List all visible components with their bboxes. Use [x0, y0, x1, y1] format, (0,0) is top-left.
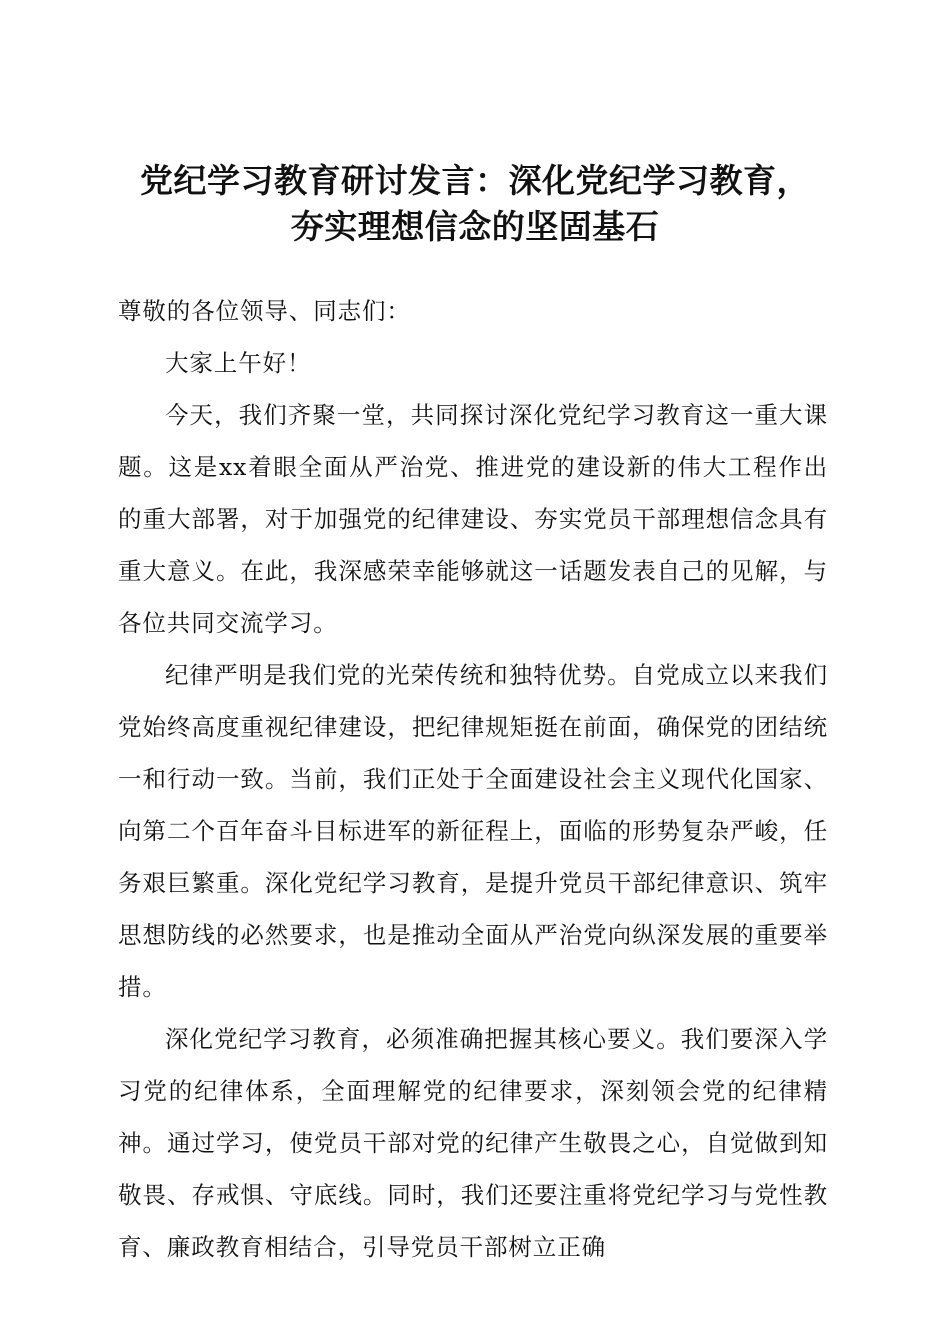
document-title [0, 158, 950, 250]
document-body [118, 285, 828, 1273]
paragraph-2: 纪律严明是我们党的光荣传统和独特优势。自党成立以来我们党始终高度重视纪律建设，把纪律规矩挺在前面，确保党的团结统一和行动一致。当前，我们正处于全面建设社会主义现代化国家、向第二个百年奋斗目标进军的新征程上，面临的形势复杂严峻，任务艰巨繁重。深化党纪学习教育，是提升党员干部纪律意识、筑牢思想防线的必然要求，也是推动全面从严治党向纵深发展的重要举措。 [118, 661, 828, 1001]
paragraph-3: 深化党纪学习教育，必须准确把握其核心要义。我们要深入学习党的纪律体系，全面理解党的纪律要求，深刻领会党的纪律精神。通过学习，使党员干部对党的纪律产生敬畏之心，自觉做到知敬畏、存戒惧、守底线。同时，我们还要注重将党纪学习与党性教育、廉政教育相结合，引导党员干部树立正确 [118, 1025, 828, 1261]
greeting: 大家上午好！ [165, 349, 312, 377]
title-line-1: 党纪学习教育研讨发言：深化党纪学习教育， [140, 161, 810, 201]
salutation: 尊敬的各位领导、同志们： [118, 297, 411, 325]
title-line-2: 夯实理想信念的坚固基石 [290, 207, 660, 247]
paragraph-1: 今天，我们齐聚一堂，共同探讨深化党纪学习教育这一重大课题。这是xx着眼全面从严治党、推进党的建设新的伟大工程作出的重大部署，对于加强党的纪律建设、夯实党员干部理想信念具有重大意义。在此，我深感荣幸能够就这一话题发表自己的见解，与各位共同交流学习。 [118, 401, 828, 637]
